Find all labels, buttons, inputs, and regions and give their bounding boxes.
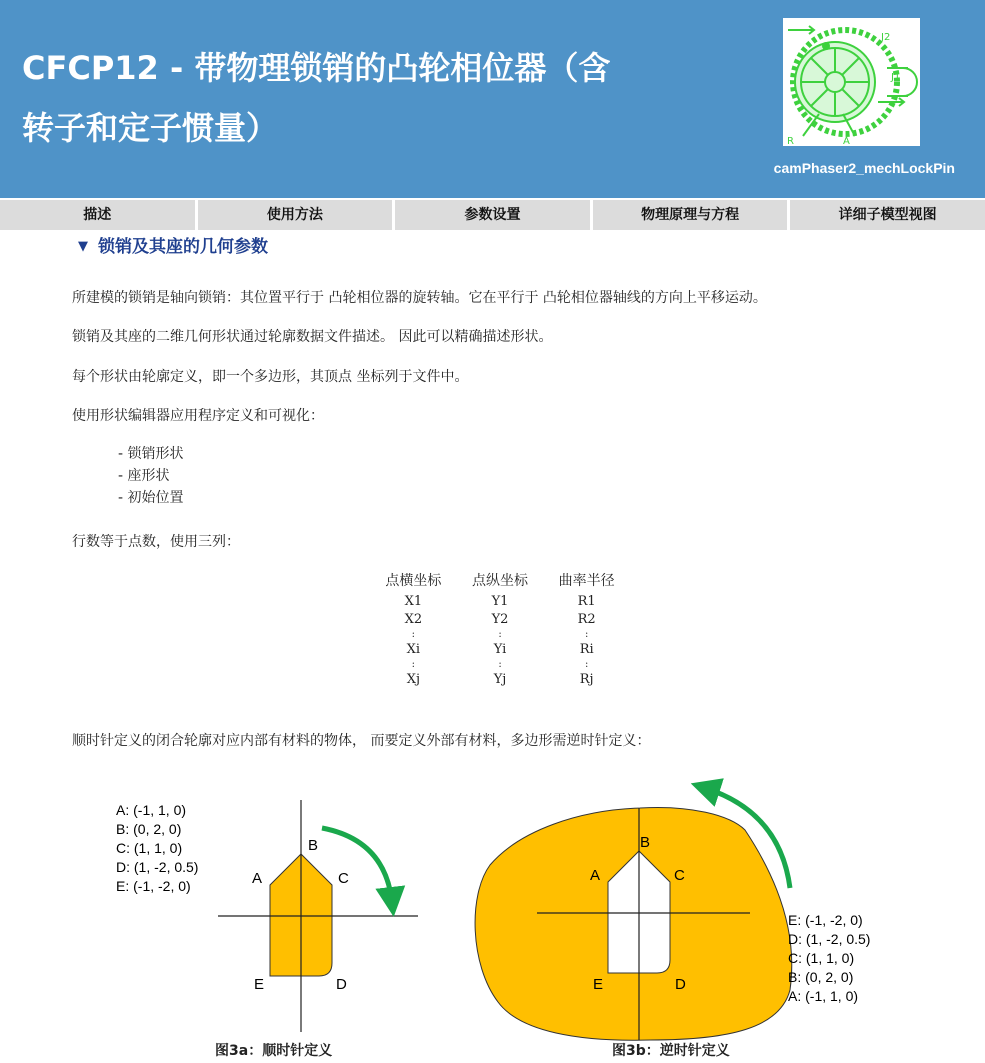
- table-row: [370, 594, 630, 612]
- paragraph-1: 所建模的锁销是轴向锁销：其位置平行于 凸轮相位器的旋转轴。它在平行于 凸轮相位器轴线的方向上平移运动。: [72, 290, 767, 306]
- table-cell: Y1: [491, 594, 509, 609]
- table-cell: Ri: [579, 642, 594, 657]
- logo-label-j2: J2: [881, 32, 891, 43]
- logo-label-r: R: [787, 136, 794, 146]
- page-title-line2: 转子和定子惯量）: [22, 109, 279, 147]
- logo-label-a: A: [843, 136, 850, 146]
- table-cell: :: [584, 659, 589, 670]
- figure-3b-caption: 图3b：逆时针定义: [612, 1043, 730, 1059]
- page-title-line1: CFCP12 - 带物理锁销的凸轮相位器（含: [22, 49, 611, 87]
- table-cell: Yj: [493, 672, 507, 687]
- point-coordinate: A: (-1, 1, 0): [116, 802, 187, 818]
- list-item: - 初始位置: [118, 490, 184, 506]
- vertex-label-c: C: [674, 867, 685, 884]
- shape-list: [118, 443, 184, 509]
- table-cell: Yi: [493, 642, 507, 657]
- table-row: [370, 612, 630, 630]
- table-cell: :: [411, 629, 416, 640]
- paragraph-4: 使用形状编辑器应用程序定义和可视化：: [72, 408, 324, 424]
- collapse-triangle-icon[interactable]: ▼: [78, 239, 88, 254]
- vertex-label-e: E: [593, 976, 604, 993]
- vertex-label-c: C: [338, 870, 349, 887]
- point-coordinate: E: (-1, -2, 0): [116, 878, 191, 894]
- vertex-label-d: D: [336, 976, 347, 993]
- table-cell: Xj: [406, 672, 420, 687]
- vertex-label-a: A: [252, 870, 263, 887]
- table-cell: X2: [404, 612, 423, 627]
- figures-area: [0, 770, 985, 1063]
- point-coordinate: B: (0, 2, 0): [788, 969, 854, 985]
- section-header[interactable]: [78, 232, 268, 257]
- list-item: - 锁销形状: [118, 446, 184, 462]
- vertex-label-e: E: [254, 976, 265, 993]
- tab-bar: [0, 200, 985, 230]
- vertex-label-a: A: [590, 867, 601, 884]
- section-title: 锁销及其座的几何参数: [98, 237, 268, 257]
- figure-3b: [475, 788, 870, 1040]
- point-coordinate: E: (-1, -2, 0): [788, 912, 863, 928]
- paragraph-5: 行数等于点数，使用三列：: [72, 534, 240, 550]
- contour-figures: [0, 770, 985, 1063]
- table-cell: R1: [577, 594, 596, 609]
- tab-parameters[interactable]: 参数设置: [395, 200, 593, 230]
- figure-3a: [116, 800, 418, 1032]
- vertex-label-b: B: [308, 837, 319, 854]
- table-cell: X1: [404, 594, 423, 609]
- tab-usage[interactable]: 使用方法: [198, 200, 396, 230]
- table-cell: :: [584, 629, 589, 640]
- column-header: 点纵坐标: [472, 573, 528, 589]
- figure-3a-caption: 图3a：顺时针定义: [215, 1043, 333, 1059]
- tab-submodel-view[interactable]: 详细子模型视图: [790, 200, 985, 230]
- column-header: 点横坐标: [385, 573, 442, 589]
- table-header: [370, 570, 630, 594]
- point-coordinate: A: (-1, 1, 0): [788, 988, 859, 1004]
- list-item: - 座形状: [118, 468, 170, 484]
- cam-phaser-logo-image: [783, 18, 920, 146]
- table-cell: :: [498, 629, 502, 640]
- page-title: [22, 38, 742, 158]
- tab-description[interactable]: 描述: [0, 200, 198, 230]
- paragraph-2: 锁销及其座的二维几何形状通过轮廓数据文件描述。 因此可以精确描述形状。: [72, 329, 553, 345]
- cam-phaser-logo-icon: [783, 18, 920, 146]
- point-coordinate: D: (1, -2, 0.5): [788, 931, 871, 947]
- vertex-label-b: B: [640, 834, 651, 851]
- paragraph-3: 每个形状由轮廓定义，即一个多边形，其顶点 坐标列于文件中。: [72, 369, 469, 385]
- table-row: [370, 660, 630, 672]
- table-row: [370, 672, 630, 690]
- column-header: 曲率半径: [558, 573, 615, 589]
- logo-caption: camPhaser2_mechLockPin: [773, 160, 955, 176]
- table-cell: Xi: [406, 642, 421, 657]
- logo-label-j1: J1: [891, 72, 901, 83]
- table-cell: R2: [577, 612, 596, 627]
- paragraph-6: 顺时针定义的闭合轮廓对应内部有材料的物体， 而要定义外部有材料，多边形需逆时针定义：: [72, 733, 651, 749]
- table-cell: :: [411, 659, 416, 670]
- table-row: [370, 630, 630, 642]
- tab-physics[interactable]: 物理原理与方程: [593, 200, 791, 230]
- point-coordinate: C: (1, 1, 0): [788, 950, 855, 966]
- table-cell: Rj: [579, 672, 594, 687]
- vertex-label-d: D: [675, 976, 686, 993]
- table-row: [370, 642, 630, 660]
- table-cell: :: [498, 659, 502, 670]
- point-coordinate: C: (1, 1, 0): [116, 840, 183, 856]
- point-coordinate: B: (0, 2, 0): [116, 821, 182, 837]
- page-header: [0, 0, 985, 198]
- point-coordinate: D: (1, -2, 0.5): [116, 859, 199, 875]
- table-cell: Y2: [491, 612, 509, 627]
- coordinate-table: [370, 570, 630, 690]
